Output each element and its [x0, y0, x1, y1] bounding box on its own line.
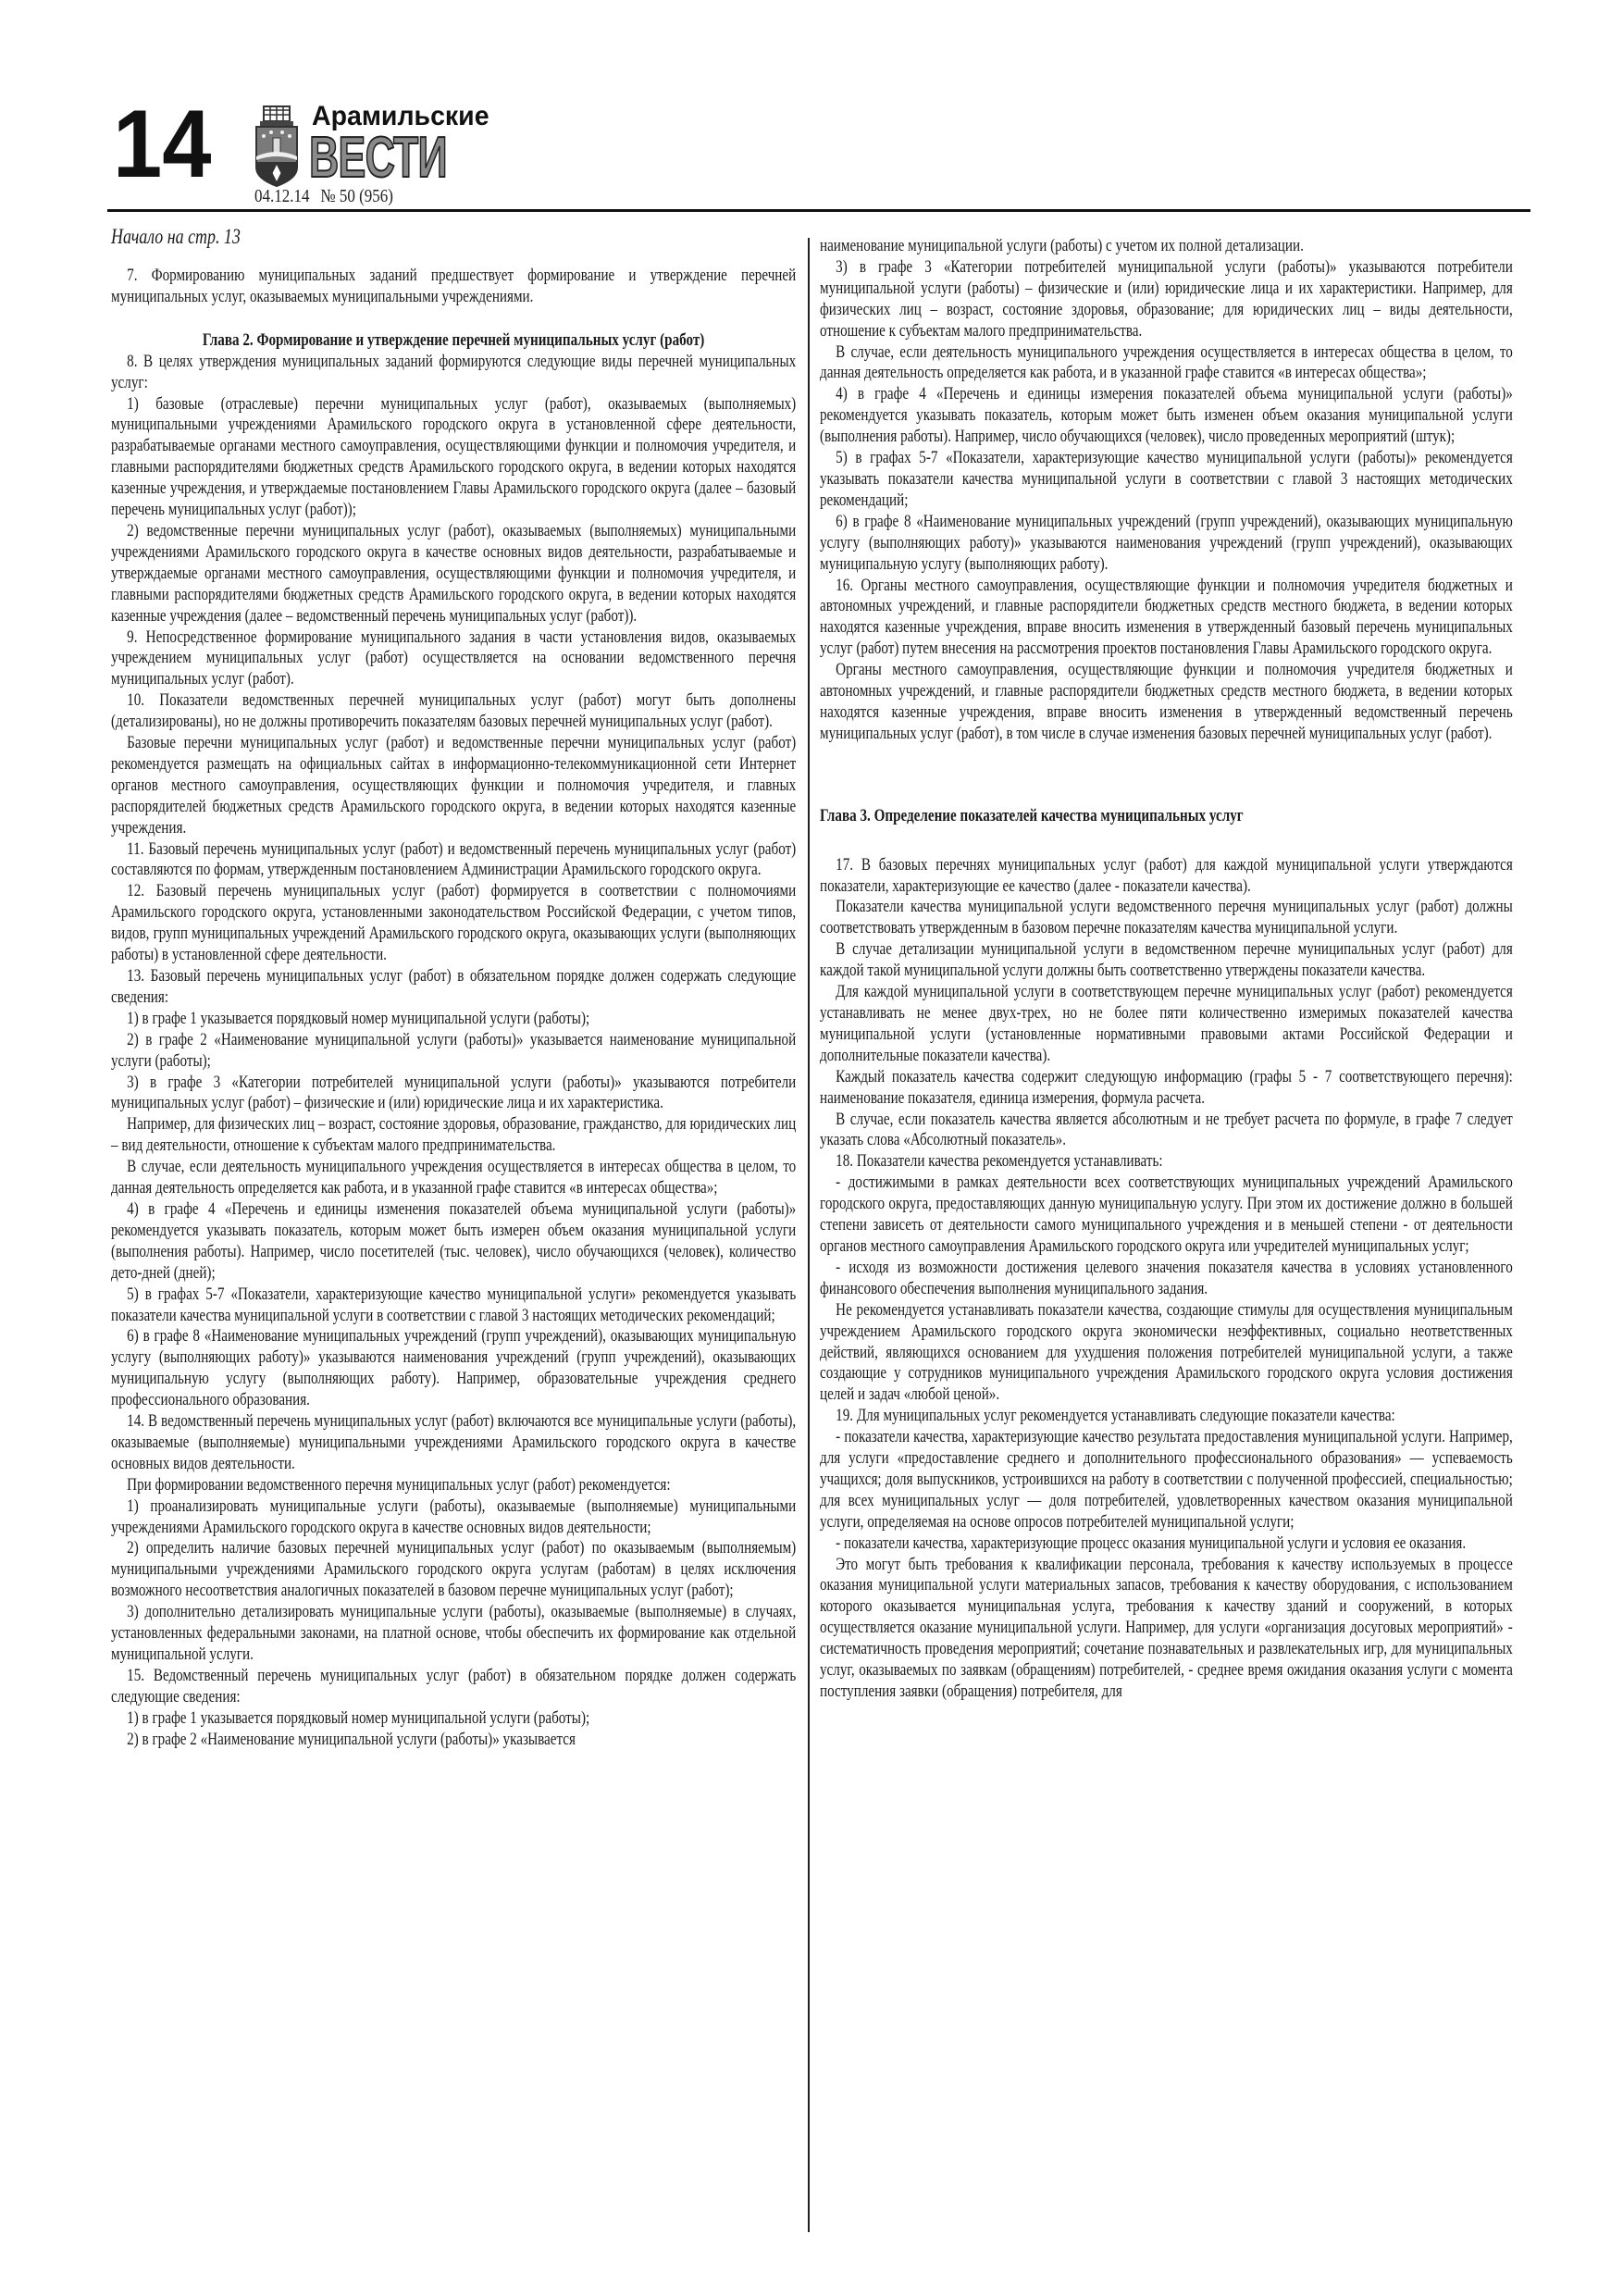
paragraph: 4) в графе 4 «Перечень и единицы измерения показателей объема муниципальной услуги (работы)» рекомендуется указывать показатель, которым может быть изменен объем оказания муниципальной услуги (выполнения работы). Например, число обучающихся (человек), число проведенных мероприятий (штук); [820, 384, 1513, 447]
paragraph: 8. В целях утверждения муниципальных заданий формируются следующие виды перечней муниципальных услуг: [111, 351, 797, 392]
paragraph: 6) в графе 8 «Наименование муниципальных учреждений (групп учреждений), оказывающих муниципальную услугу (выполняющих работу)» указываются наименования учреждений (групп учреждений), оказывающих муниципальную услугу (выполняющих работу). [820, 511, 1513, 574]
header-rule [107, 209, 1530, 212]
issue-dateline [254, 186, 404, 206]
paragraph: 3) в графе 3 «Категории потребителей муниципальной услуги (работы)» указываются потребители муниципальной услуги (работы) – физические и (или) юридические лица и их характеристики. Например, для физических лиц – возраст, состояние здоровья, образование; для юридических лиц – виды деятельности, отношение к субъектам малого предпринимательства. [820, 256, 1513, 341]
paragraph: При формировании ведомственного перечня муниципальных услуг (работ) рекомендуется: [127, 1474, 671, 1495]
paragraph: 4) в графе 4 «Перечень и единицы изменения показателей объема муниципальной услуги (работы)» рекомендуется указывать показатель, которым может быть измерен объем оказания муниципальной услуги (выполнения работы). Например, число посетителей (тыс. человек), число обучающихся (человек), количество дето-дней (дней); [111, 1198, 797, 1283]
coat-of-arms-icon [253, 105, 301, 188]
paragraph: 1) в графе 1 указывается порядковый номер муниципальной услуги (работы); [127, 1008, 590, 1028]
paragraph: 5) в графах 5-7 «Показатели, характеризующие качество муниципальной услуги (работы)» рекомендуется указывать показатели качества муниципальной услуги в соответствии с главой 3 настоящих методических рекомендаций; [820, 448, 1513, 510]
paragraph: 11. Базовый перечень муниципальных услуг (работ) и ведомственный перечень муниципальных услуг (работ) составляются по формам, утвержденным постановлением Администрации Арамильского городского округа. [111, 838, 797, 880]
paragraph: В случае, если деятельность муниципального учреждения осуществляется в интересах общества в целом, то данная деятельность определяется как работа, и в указанной графе ставится «в интересах общества»; [820, 341, 1513, 383]
page-number: 14 [113, 91, 212, 198]
issue-date: 04.12.14 [254, 186, 310, 206]
paragraph: 1) проанализировать муниципальные услуги (работы), оказываемые (выполняемые) муниципальными учреждениями Арамильского городского округа в качестве основных видов деятельности; [111, 1496, 797, 1537]
paragraph: Для каждой муниципальной услуги в соответствующем перечне муниципальных услуг (работ) рекомендуется устанавливать не менее двух-трех, но не более пяти количественно измеримых показателей качества муниципальной услуги (установленные нормативными правовыми актами Российской Федерации и дополнительные показатели качества). [820, 982, 1513, 1065]
paragraph: Базовые перечни муниципальных услуг (работ) и ведомственные перечни муниципальных услуг (работ) рекомендуется размещать на официальных сайтах в информационно-телекоммуникационной сети Интернет органов местного самоуправления, осуществляющих функции и полномочия учредителя, и главных распорядителей бюджетных средств Арамильского городского округа, в ведении которых находятся казенные учреждения. [111, 733, 797, 838]
paragraph: Показатели качества муниципальной услуги ведомственного перечня муниципальных услуг (работ) должны соответствовать утвержденным в базовом перечне показателям качества муниципальной услуги. [820, 897, 1513, 938]
paragraph: 14. В ведомственный перечень муниципальных услуг (работ) включаются все муниципальные услуги (работы), оказываемые (выполняемые) муниципальными учреждениями Арамильского городского округа в качестве основных видов деятельности. [111, 1411, 797, 1473]
paragraph: 15. Ведомственный перечень муниципальных услуг (работ) в обязательном порядке должен содержать следующие сведения: [111, 1665, 797, 1706]
masthead-title-top: Арамильские [312, 101, 489, 131]
paragraph: 10. Показатели ведомственных перечней муниципальных услуг (работ) могут быть дополнены (детализированы), но не должны противоречить показателям базовых перечней муниципальных услуг (работ). [111, 690, 797, 732]
paragraph: 12. Базовый перечень муниципальных услуг (работ) формируется в соответствии с полномочиями Арамильского городского округа, установленными законодательством Российской Федерации, с учетом типов, видов, групп муниципальных учреждений Арамильского городского округа, оказывающих услуги (выполняющих работы) в установленной сфере деятельности. [111, 881, 797, 965]
paragraph: 2) определить наличие базовых перечней муниципальных услуг (работ) по оказываемым (выполняемым) муниципальными учреждениями Арамильского городского округа услугам (работам) в целях исключения возможного несоответствия аналогичных показателей в базовом перечне муниципальных услуг (работ); [111, 1538, 797, 1601]
paragraph: 6) в графе 8 «Наименование муниципальных учреждений (групп учреждений), оказывающих муниципальную услугу (выполняющих работу)» указываются наименования учреждений (групп учреждений), оказывающих муниципальную услугу (выполняющих работу). Например, образовательные учреждения среднего профессионального образования. [111, 1326, 797, 1410]
paragraph: 2) ведомственные перечни муниципальных услуг (работ), оказываемых (выполняемых) муниципальными учреждениями Арамильского городского округа в качестве основных видов деятельности, разрабатываемые и утверждаемые органами местного самоуправления, осуществляющими функции и полномочия учредителя, и главными распорядителями бюджетных средств Арамильского городского округа, в ведении которых находятся казенные учреждения (далее – ведомственный перечень муниципальных услуг (работ)). [111, 520, 797, 626]
paragraph: 2) в графе 2 «Наименование муниципальной услуги (работы)» указывается [127, 1729, 576, 1749]
paragraph: 1) базовые (отраслевые) перечни муниципальных услуг (работ), оказываемых (выполняемых) муниципальными учреждениями Арамильского городского округа в установленной сфере деятельности, разрабатываемые органами местного самоуправления, осуществляющими функции и полномочия учредителя, и главными распорядителями бюджетных средств Арамильского городского округа, в ведении которых находятся казенные учреждения, и утверждаемые постановлением Главы Арамильского городского округа (далее – базовый перечень муниципальных услуг (работ)); [111, 393, 797, 520]
paragraph: 3) в графе 3 «Категории потребителей муниципальной услуги (работы)» указываются потребители муниципальных услуг (работ) – физические и (или) юридические лица и их характеристика. [111, 1072, 797, 1113]
paragraph: Каждый показатель качества содержит следующую информацию (графы 5 - 7 соответствующего перечня): наименование показателя, единица измерения, формула расчета. [820, 1066, 1513, 1108]
paragraph: наименование муниципальной услуги (работы) с учетом их полной детализации. [820, 236, 1304, 255]
continued-from-note: Начало на стр. 13 [111, 225, 241, 248]
paragraph: Например, для физических лиц – возраст, состояние здоровья, образование, гражданство, для юридических лиц – вид деятельности, отношение к субъектам малого предпринимательства. [111, 1114, 797, 1156]
paragraph: 16. Органы местного самоуправления, осуществляющие функции и полномочия учредителя бюджетных и автономных учреждений, и главные распорядители бюджетных средств местного бюджета, в ведении которых находятся казенные учреждения, вправе вносить изменения в утвержденный базовый перечень муниципальных услуг (работ) путем внесения на рассмотрения проектов постановления Главы Арамильского городского округа. [820, 575, 1513, 659]
paragraph: В случае, если показатель качества является абсолютным и не требует расчета по формуле, в графе 7 следует указать слова «Абсолютный показатель». [820, 1109, 1513, 1150]
paragraph: В случае детализации муниципальной услуги в ведомственном перечне муниципальных услуг (работ) для каждой такой муниципальной услуги должны быть соответственно утверждены показатели качества. [820, 939, 1513, 981]
paragraph: - достижимыми в рамках деятельности всех соответствующих муниципальных учреждений Арамильского городского округа, предоставляющих данную муниципальную услугу. При этом их достижение должно в большей степени зависеть от деятельности самого муниципального учреждения и в меньшей степени - от деятельности органов местного самоуправления Арамильского городского округа или учредителей муниципальных услуг; [820, 1173, 1513, 1256]
paragraph: 3) дополнительно детализировать муниципальные услуги (работы), оказываемые (выполняемые) в случаях, установленных федеральными законами, на платной основе, чтобы обеспечить их формирование как отдельной муниципальной услуги. [111, 1602, 797, 1664]
paragraph: 2) в графе 2 «Наименование муниципальной услуги (работы)» указывается наименование муниципальной услуги (работы); [111, 1029, 797, 1071]
paragraph: 7. Формированию муниципальных заданий предшествует формирование и утверждение перечней муниципальных услуг, оказываемых муниципальными учреждениями. [111, 266, 797, 306]
issue-number: № 50 (956) [320, 186, 393, 206]
paragraph: Органы местного самоуправления, осуществляющие функции и полномочия учредителя бюджетных и автономных учреждений, и главные распорядители бюджетных средств местного бюджета, в ведении которых находятся казенные учреждения, вправе вносить изменения в утвержденный ведомственный перечень муниципальных услуг (работ), в том числе в случае изменения базовых перечней муниципальных услуг (работ). [820, 660, 1513, 743]
paragraph: 19. Для муниципальных услуг рекомендуется устанавливать следующие показатели качества: [836, 1406, 1395, 1426]
chapter-heading: Глава 3. Определение показателей качества муниципальных услуг [820, 805, 1244, 825]
paragraph: 13. Базовый перечень муниципальных услуг (работ) в обязательном порядке должен содержать следующие сведения: [111, 966, 797, 1007]
paragraph: 5) в графах 5-7 «Показатели, характеризующие качество муниципальной услуги» рекомендуется указывать показатели качества муниципальной услуги в соответствии с главой 3 настоящих методических рекомендаций; [111, 1284, 797, 1325]
paragraph: 18. Показатели качества рекомендуется устанавливать: [836, 1151, 1163, 1172]
paragraph: 9. Непосредственное формирование муниципального задания в части установления видов, оказываемых учреждением муниципальных услуг (работ) осуществляется на основании ведомственного перечня муниципальных услуг (работ). [111, 627, 797, 689]
masthead-title-bottom: ВЕСТИ [309, 126, 447, 190]
chapter-heading: Глава 2. Формирование и утверждение перечней муниципальных услуг (работ) [202, 329, 705, 350]
paragraph: 1) в графе 1 указывается порядковый номер муниципальной услуги (работы); [127, 1707, 590, 1728]
paragraph: - показатели качества, характеризующие процесс оказания муниципальной услуги и условия ее оказания. [836, 1533, 1467, 1553]
paragraph: Это могут быть требования к квалификации персонала, требования к качеству используемых в процессе оказания муниципальной услуги материальных запасов, требования к качеству оборудования, с использованием которого оказывается муниципальная услуга, требования к качеству зданий и сооружений, в которых осуществляется оказание муниципальной услуги. Например, для услуги «организация досуговых мероприятий» - систематичность проведения мероприятий; сочетание познавательных и развлекательных игр, для муниципальных услуг, оказываемых по заявкам (обращениям) потребителей, - среднее время ожидания оказания услуги с момента поступления заявки (обращения) потребителя, для [820, 1554, 1513, 1701]
right-column [820, 236, 1623, 1703]
paragraph: - показатели качества, характеризующие качество результата предоставления муниципальной услуги. Например, для услуги «предоставление среднего и дополнительного профессионального образования» — успеваемость учащихся; доля выпускников, устроившихся на работу в соответствии с полученной профессией, специальностью; для всех муниципальных услуг — доля потребителей, удовлетворенных качеством оказания муниципальной услуги, определяемая на основе опросов потребителей муниципальной услуги; [820, 1427, 1513, 1532]
paragraph: - исходя из возможности достижения целевого значения показателя качества в условиях установленного финансового обеспечения выполнения муниципального задания. [820, 1257, 1513, 1298]
paragraph: Не рекомендуется устанавливать показатели качества, создающие стимулы для осуществления муниципальным учреждением Арамильского городского округа экономически неэффективных, социально неответственных действий, являющихся основанием для ухудшения положения потребителей муниципальной услуги, а также создающие у сотрудников муниципального учреждения Арамильского городского округа условия достижения целей и задач «любой ценой». [820, 1299, 1513, 1405]
paragraph: 17. В базовых перечнях муниципальных услуг (работ) для каждой муниципальной услуги утверждаются показатели, характеризующие ее качество (далее - показатели качества). [820, 854, 1513, 896]
paragraph: В случае, если деятельность муниципального учреждения осуществляется в интересах общества в целом, то данная деятельность определяется как работа, и в указанной графе ставится «в интересах общества»; [111, 1157, 797, 1198]
